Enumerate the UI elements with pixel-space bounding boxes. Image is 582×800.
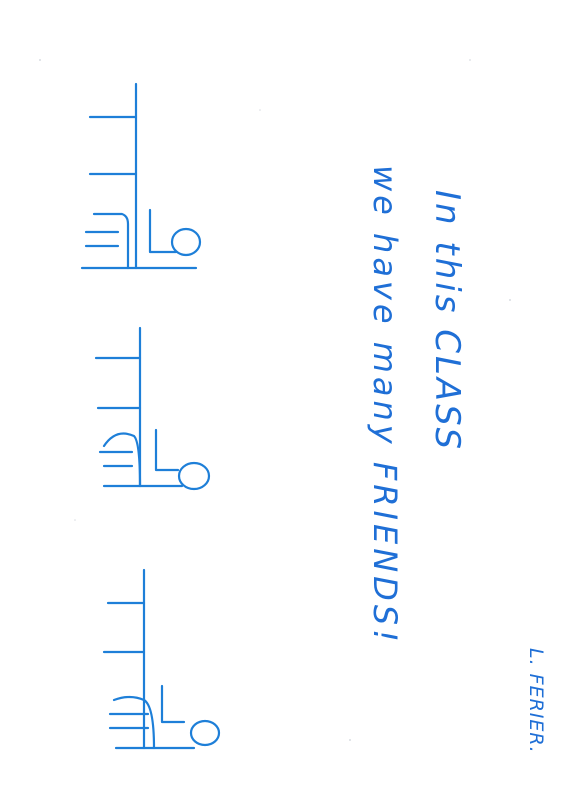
- message-line-1: In this CLASS: [427, 190, 467, 453]
- message-line-2: we have many FRIENDS!: [366, 165, 404, 646]
- stick-figure-2: [96, 328, 209, 489]
- signature: L. FERIER.: [525, 648, 547, 754]
- stick-figure-1: [82, 84, 200, 268]
- stick-figure-3: [104, 570, 219, 748]
